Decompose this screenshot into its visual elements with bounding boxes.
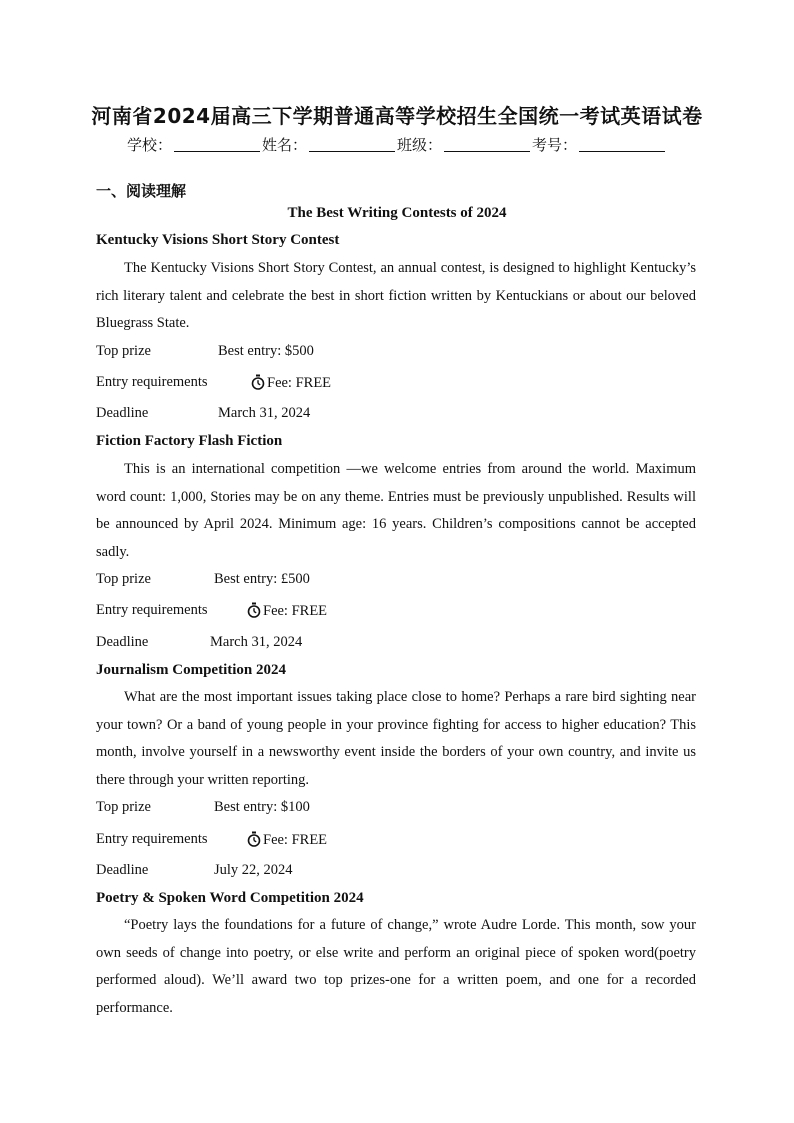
school-label: 学校： <box>126 136 172 154</box>
student-info-line <box>0 134 794 155</box>
deadline-row <box>96 862 293 879</box>
entry-requirements-label: Entry requirements <box>96 374 208 390</box>
top-prize-row <box>96 343 314 360</box>
entry-requirements-value: Fee: FREE <box>263 603 328 619</box>
top-prize-label: Top prize <box>96 343 151 359</box>
deadline-row <box>96 405 311 422</box>
contest-heading: Poetry & Spoken Word Competition 2024 <box>96 890 364 906</box>
class-blank <box>444 137 530 152</box>
entry-requirements-row <box>96 602 328 619</box>
contest-description: This is an international competition —we welcome entries from around the world. Maximum word count: 1,000, Stories may be on any theme. Entries must be previously unpublished. Results will be announced by April 2024. Minimum age: 16 years. Children’s compositions cannot be accepted sadly. <box>96 461 696 561</box>
deadline-label: Deadline <box>96 634 149 650</box>
entry-requirements-row <box>96 374 332 391</box>
contest-heading: Kentucky Visions Short Story Contest <box>96 232 340 248</box>
entry-requirements-value: Fee: FREE <box>267 375 332 391</box>
stopwatch-icon <box>251 374 265 390</box>
entry-requirements-label: Entry requirements <box>96 831 208 847</box>
deadline-value: March 31, 2024 <box>210 634 303 650</box>
top-prize-value: Best entry: £500 <box>214 571 310 587</box>
name-label: 姓名： <box>261 136 307 154</box>
entry-requirements-value: Fee: FREE <box>263 832 328 848</box>
contest-heading: Journalism Competition 2024 <box>96 662 287 678</box>
entry-requirements-row <box>96 831 328 848</box>
entry-requirements-label: Entry requirements <box>96 602 208 618</box>
deadline-label: Deadline <box>96 405 149 421</box>
deadline-row <box>96 634 303 651</box>
stopwatch-icon <box>247 602 261 618</box>
deadline-value: July 22, 2024 <box>214 862 293 878</box>
top-prize-row <box>96 571 310 588</box>
contest-description: What are the most important issues taking place close to home? Perhaps a rare bird sighting near your town? Or a band of young people in your province fighting for access to higher education? This month, involve yourself in a newsworthy event inside the borders of your own country, and invite us there through your written reporting. <box>96 689 696 789</box>
deadline-value: March 31, 2024 <box>218 405 311 421</box>
deadline-label: Deadline <box>96 862 149 878</box>
school-blank <box>174 137 260 152</box>
top-prize-label: Top prize <box>96 799 151 815</box>
passage-title: The Best Writing Contests of 2024 <box>287 205 507 221</box>
exam-number-blank <box>579 137 665 152</box>
class-label: 班级： <box>397 136 443 154</box>
document-title: 河南省2024届高三下学期普通高等学校招生全国统一考试英语试卷 <box>91 104 703 128</box>
contest-heading: Fiction Factory Flash Fiction <box>96 433 283 449</box>
top-prize-label: Top prize <box>96 571 151 587</box>
stopwatch-icon <box>247 831 261 847</box>
name-blank <box>309 137 395 152</box>
top-prize-value: Best entry: $500 <box>218 343 314 359</box>
contest-description: “Poetry lays the foundations for a future of change,” wrote Audre Lorde. This month, sow your own seeds of change into poetry, or else write and perform an original piece of spoken word(poetry performed aloud). We’ll award two top prizes-one for a written poem, and one for a recorded performance. <box>96 917 696 1017</box>
top-prize-value: Best entry: $100 <box>214 799 310 815</box>
section-heading: 一、阅读理解 <box>96 182 187 200</box>
top-prize-row <box>96 799 310 816</box>
contest-description: The Kentucky Visions Short Story Contest, an annual contest, is designed to highlight Kentucky’s rich literary talent and celebrate the best in short fiction written by Kentuckians or about our beloved Bluegrass State. <box>96 260 696 332</box>
exam-number-label: 考号： <box>532 136 578 154</box>
